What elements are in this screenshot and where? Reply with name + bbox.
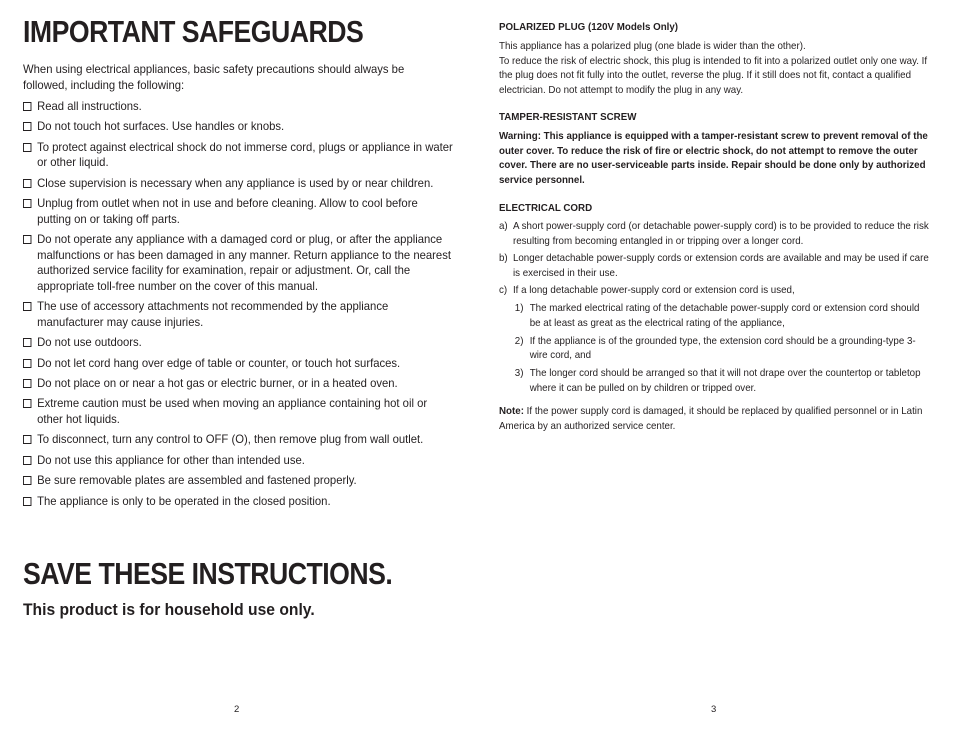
list-item-text: The marked electrical rating of the detachable power-supply cord or extension cord should be at least as great as the electrical rating of the appliance, [529,301,920,329]
list-item [23,356,454,372]
household-use-notice: This product is for household use only. [23,600,315,619]
list-item [23,119,454,135]
list-item [23,376,454,392]
page-title: IMPORTANT SAFEGUARDS [23,14,364,49]
list-marker: 2) [514,334,524,347]
checkbox-square-icon [23,199,31,208]
list-marker: c) [499,284,508,297]
cord-sublist [515,301,931,395]
list-item [23,176,454,192]
note-paragraph [499,404,931,433]
list-item [23,299,454,330]
list-item-text: Close supervision is necessary when any appliance is used by or near children. [37,175,434,190]
list-item-text: Be sure removable plates are assembled and fastened properly. [37,473,357,488]
electrical-cord-heading: ELECTRICAL CORD [499,202,593,214]
checkbox-square-icon [23,235,31,244]
list-item-text: To disconnect, turn any control to OFF (O), then remove plug from wall outlet. [37,432,424,447]
checkbox-square-icon [23,179,31,188]
tamper-screw-section [499,110,931,187]
list-item [515,366,931,395]
safeguards-list [23,99,454,514]
list-item-text: Unplug from outlet when not in use and before cleaning. Allow to cool before putting on or taking off parts. [37,196,418,226]
list-item-text: Do not touch hot surfaces. Use handles or knobs. [37,119,285,134]
list-item [515,334,931,363]
list-item [499,219,931,248]
note-section [499,404,931,433]
list-item-text: If a long detachable power-supply cord or extension cord is used, [512,284,795,297]
checkbox-square-icon [23,399,31,408]
list-item-text: Do not let cord hang over edge of table or counter, or touch hot surfaces. [37,355,401,370]
list-item [23,232,454,294]
list-item [23,196,454,227]
list-item-text: Do not use this appliance for other than intended use. [37,452,305,467]
list-item [23,99,454,115]
list-marker: a) [499,220,508,232]
tamper-screw-heading: TAMPER-RESISTANT SCREW [499,111,637,123]
list-marker: 1) [514,301,524,314]
checkbox-square-icon [23,435,31,444]
checkbox-square-icon [23,143,31,152]
list-item-text: Do not place on or near a hot gas or electric burner, or in a heated oven. [37,376,398,391]
polarized-plug-line-1: This appliance has a polarized plug (one blade is wider than the other). [499,40,806,52]
checkbox-square-icon [23,102,31,111]
checkbox-square-icon [23,302,31,311]
list-item-text: The use of accessory attachments not recommended by the appliance manufacturer may cause injuries. [37,299,389,329]
checkbox-square-icon [23,497,31,506]
checkbox-square-icon [23,379,31,388]
list-marker: b) [499,252,508,265]
list-item-text: Do not operate any appliance with a damaged cord or plug, or after the appliance malfunctions or has been damaged in any manner. Return appliance to the nearest authorized service facility for examination, repair or adjustment. Or, call the appropriate toll-free number on the cover of this manual. [37,232,451,293]
polarized-plug-line-2: To reduce the risk of electric shock, this plug is intended to fit into a polarized outlet only one way. If the plug does not fit fully into the outlet, reverse the plug. If it still does not fit, contact a qualified electrician. Do not attempt to modify the plug in any way. [499,54,928,96]
intro-paragraph: When using electrical appliances, basic safety precautions should always be followed, including the following: [23,62,405,92]
list-item-text: The appliance is only to be operated in the closed position. [37,493,331,508]
list-item-text: Do not use outdoors. [37,335,142,350]
list-item-text: Read all instructions. [37,99,142,113]
checkbox-square-icon [23,359,31,368]
checkbox-square-icon [23,122,31,131]
list-item [23,140,454,171]
list-item-text: A short power-supply cord (or detachable power-supply cord) is to be provided to reduce the risk resulting from becoming entangled in or tripping over a longer cord. [512,220,929,247]
list-item [515,301,931,330]
note-text: If the power supply cord is damaged, it should be replaced by qualified personnel or in Latin America by an authorized service center. [499,405,923,432]
list-item-text: The longer cord should be arranged so that it will not drape over the countertop or tabletop where it can be pulled on by children or tripped over. [529,367,921,394]
save-instructions-heading: SAVE THESE INSTRUCTIONS. [23,556,393,591]
list-item-text: If the appliance is of the grounded type, the extension cord should be a grounding-type 3-wire cord, and [529,334,916,362]
page-number-right: 3 [711,704,717,715]
list-item-text: Extreme caution must be used when moving an appliance containing hot oil or other hot liquids. [37,396,428,427]
list-item-text: To protect against electrical shock do not immerse cord, plugs or appliance in water or other liquid. [37,139,453,170]
list-item-text: Longer detachable power-supply cords or extension cords are available and may be used if care is exercised in their use. [512,252,929,279]
checkbox-square-icon [23,476,31,485]
list-item [499,283,931,395]
polarized-plug-section [499,20,931,97]
list-item [23,396,454,427]
list-marker: 3) [514,367,524,380]
tamper-screw-warning: Warning: This appliance is equipped with a tamper-resistant screw to prevent removal of the outer cover. To reduce the risk of fire or electric shock, do not attempt to remove the outer cover. There are no user-serviceable parts inside. Repair should be done only by authorized service personnel. [499,130,928,186]
polarized-plug-heading: POLARIZED PLUG (120V Models Only) [499,21,679,33]
checkbox-square-icon [23,338,31,347]
list-item [23,494,454,510]
page-number-left: 2 [234,704,240,715]
right-page [477,0,954,738]
list-item [23,473,454,489]
list-item [23,432,454,448]
list-item [499,251,931,280]
cord-list [499,219,931,395]
note-label: Note: [499,405,524,417]
electrical-cord-section [499,201,931,399]
checkbox-square-icon [23,456,31,465]
list-item [23,335,454,351]
list-item [23,453,454,469]
